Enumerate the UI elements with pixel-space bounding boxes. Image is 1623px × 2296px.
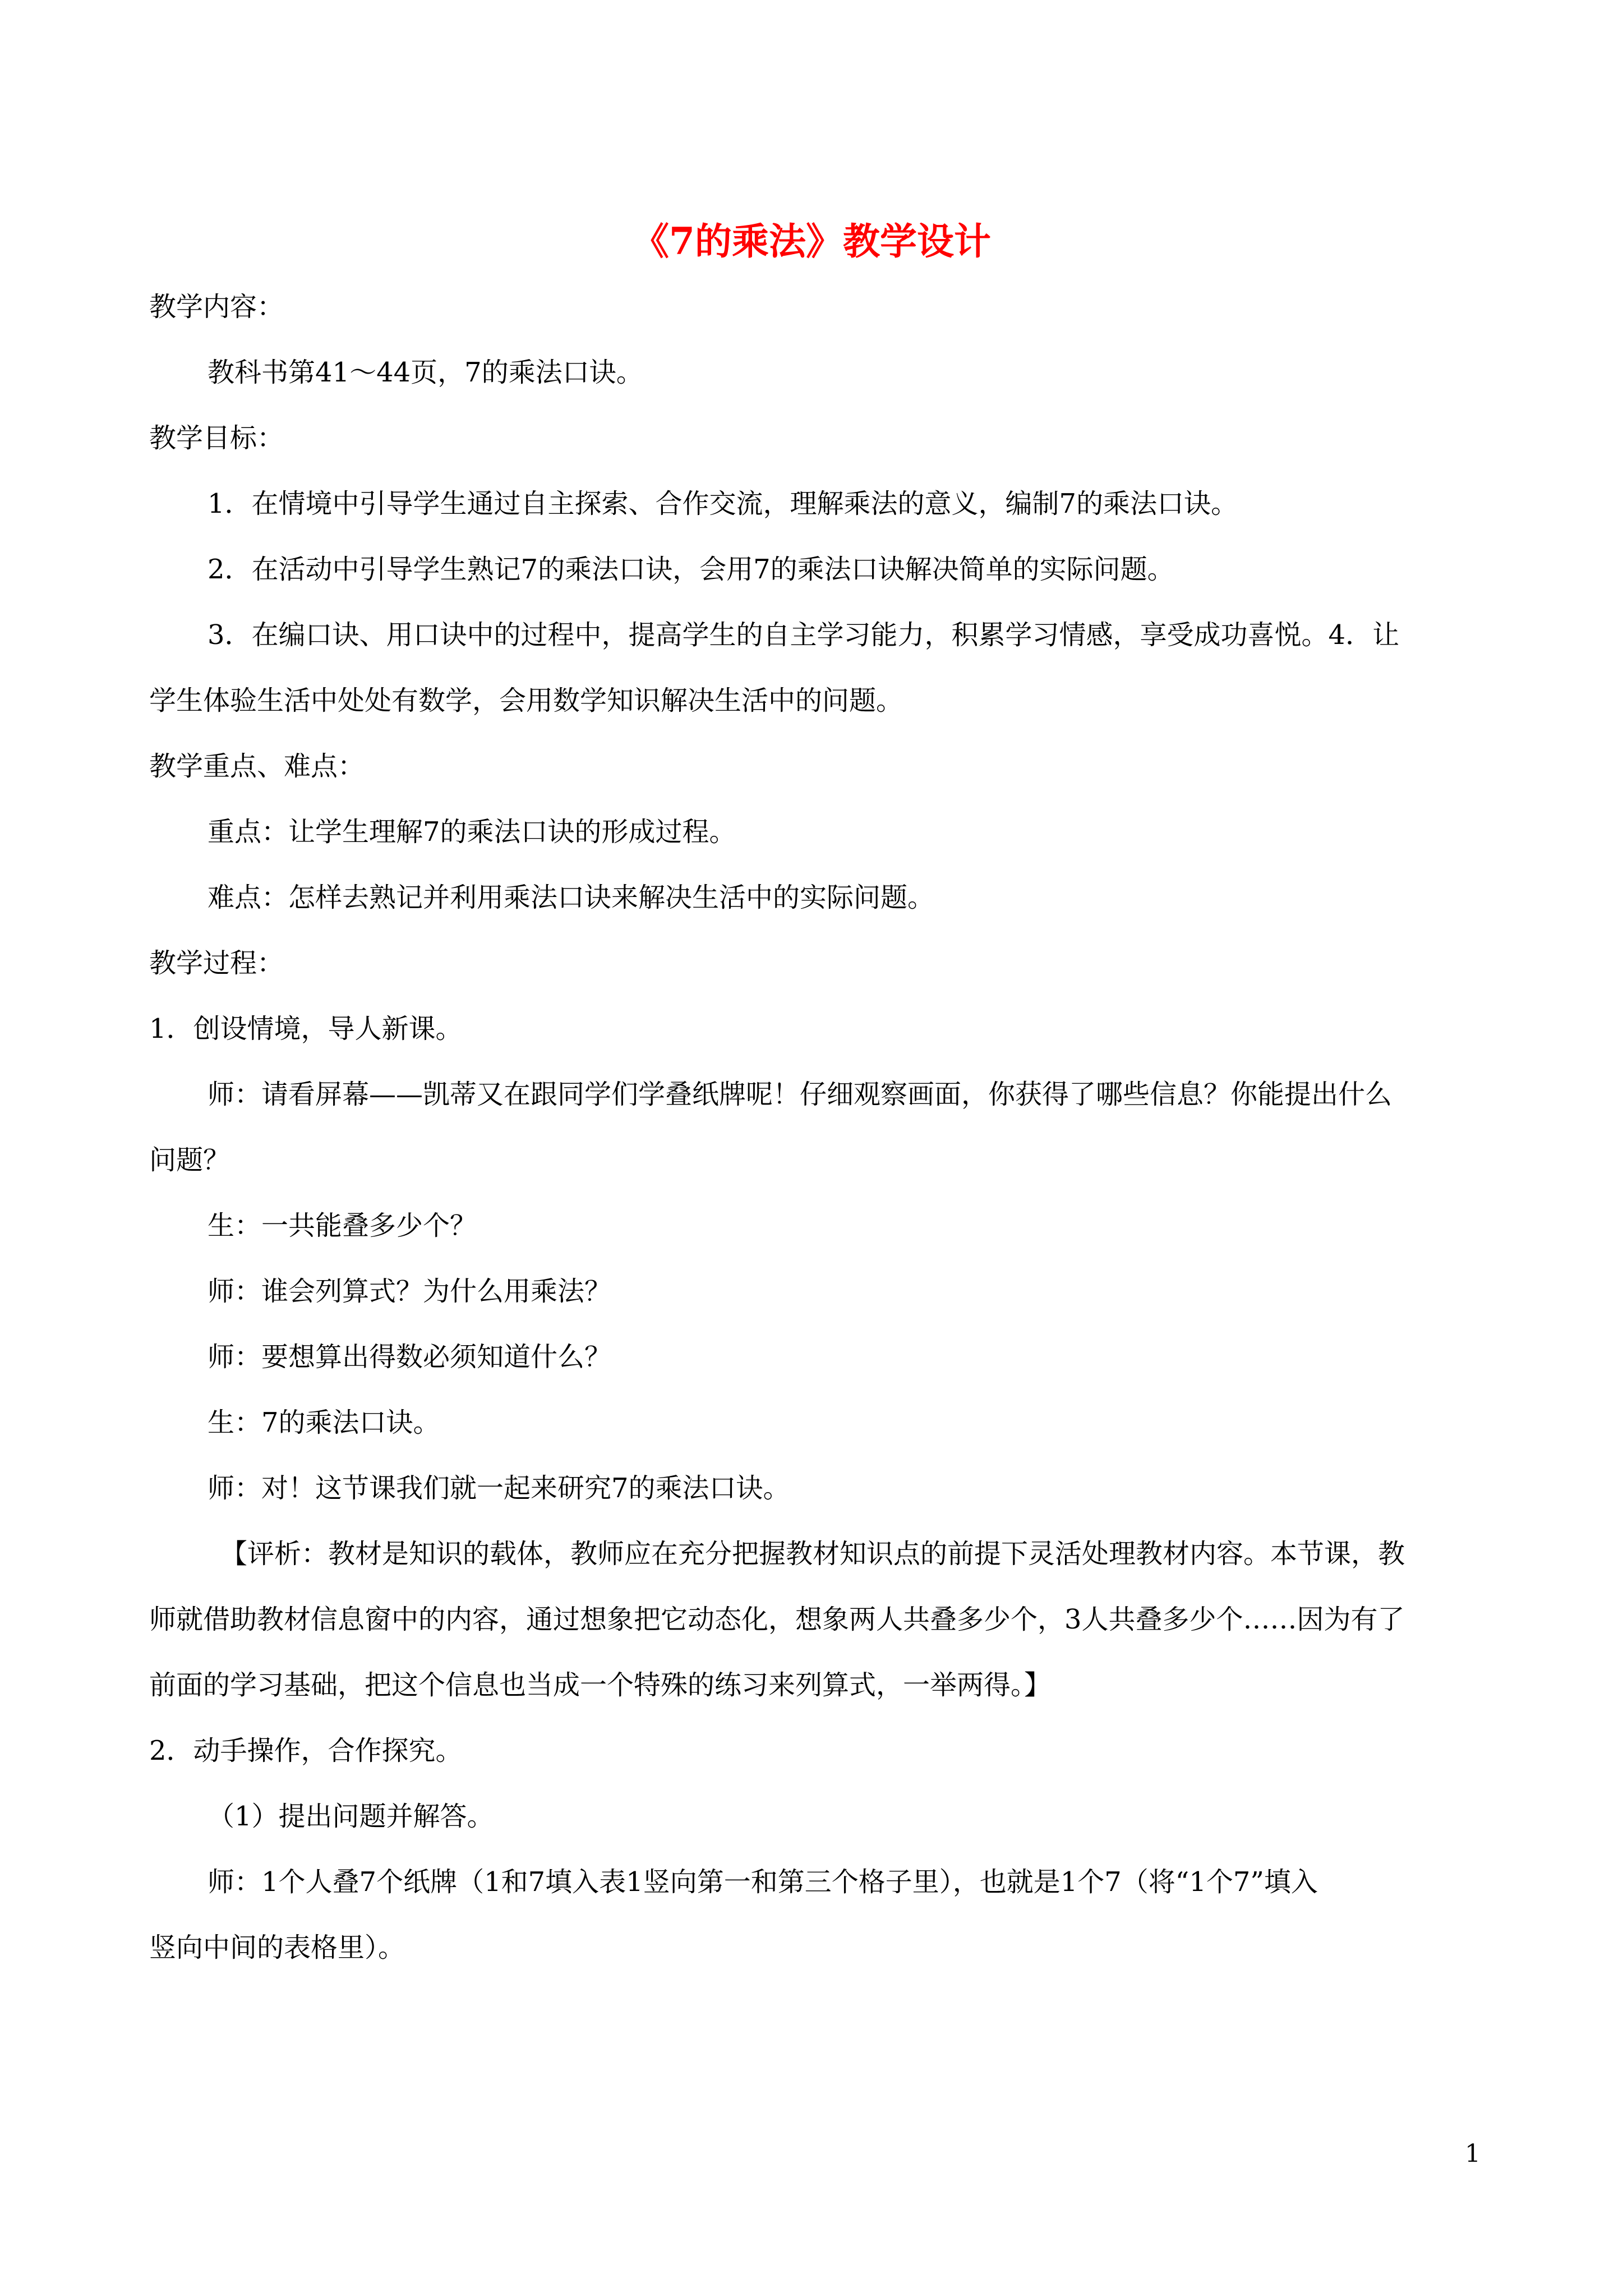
dialogue-line: 生：一共能叠多少个？ — [208, 1210, 477, 1241]
section-heading-key-points: 教学重点、难点： — [149, 751, 365, 782]
dialogue-line: 师：对！这节课我们就一起来研究7的乘法口诀。 — [208, 1473, 790, 1504]
key-point-paragraph: 重点：让学生理解7的乘法口诀的形成过程。 — [208, 816, 736, 848]
content-paragraph: 教科书第41～44页，7的乘法口诀。 — [208, 357, 643, 388]
commentary-paragraph-end: 前面的学习基础，把这个信息也当成一个特殊的练习来列算式，一举两得。】 — [149, 1669, 1052, 1701]
step-heading-1: 1．创设情境，导人新课。 — [149, 1013, 463, 1045]
section-heading-process: 教学过程： — [149, 947, 284, 979]
dialogue-line: 师：1个人叠7个纸牌（1和7填入表1竖向第一和第三个格子里），也就是1个7（将“1个7”填入 — [208, 1866, 1318, 1898]
goal-item-3-4: 3．在编口诀、用口诀中的过程中，提高学生的自主学习能力，积累学习情感，享受成功喜悦。4．让 — [208, 619, 1400, 651]
goal-item-4-continued: 学生体验生活中处处有数学，会用数学知识解决生活中的问题。 — [149, 685, 903, 716]
sub-step-heading: （1）提出问题并解答。 — [208, 1801, 494, 1832]
commentary-paragraph: 【评析：教材是知识的载体，教师应在充分把握教材知识点的前提下灵活处理教材内容。本节课，教 — [220, 1538, 1405, 1570]
dialogue-line: 师：请看屏幕——凯蒂又在跟同学们学叠纸牌呢！仔细观察画面，你获得了哪些信息？你能提出什么 — [208, 1079, 1393, 1110]
difficulty-paragraph: 难点：怎样去熟记并利用乘法口诀来解决生活中的实际问题。 — [208, 882, 935, 913]
dialogue-line-continued: 问题？ — [149, 1144, 230, 1176]
section-heading-content: 教学内容： — [149, 291, 284, 323]
dialogue-line-continued: 竖向中间的表格里）。 — [149, 1932, 405, 1963]
commentary-paragraph-continued: 师就借助教材信息窗中的内容，通过想象把它动态化，想象两人共叠多少个，3人共叠多少个……因为有了 — [149, 1604, 1405, 1635]
goal-item-2: 2．在活动中引导学生熟记7的乘法口诀，会用7的乘法口诀解决简单的实际问题。 — [208, 554, 1174, 585]
dialogue-line: 生：7的乘法口诀。 — [208, 1407, 440, 1438]
dialogue-line: 师：要想算出得数必须知道什么？ — [208, 1341, 612, 1373]
section-heading-goals: 教学目标： — [149, 422, 284, 454]
goal-item-1: 1．在情境中引导学生通过自主探索、合作交流，理解乘法的意义，编制7的乘法口诀。 — [208, 488, 1238, 519]
document-title: 《7的乘法》教学设计 — [632, 219, 991, 263]
page-number: 1 — [1465, 2139, 1481, 2168]
step-heading-2: 2．动手操作，合作探究。 — [149, 1735, 463, 1766]
dialogue-line: 师：谁会列算式？为什么用乘法？ — [208, 1276, 612, 1307]
